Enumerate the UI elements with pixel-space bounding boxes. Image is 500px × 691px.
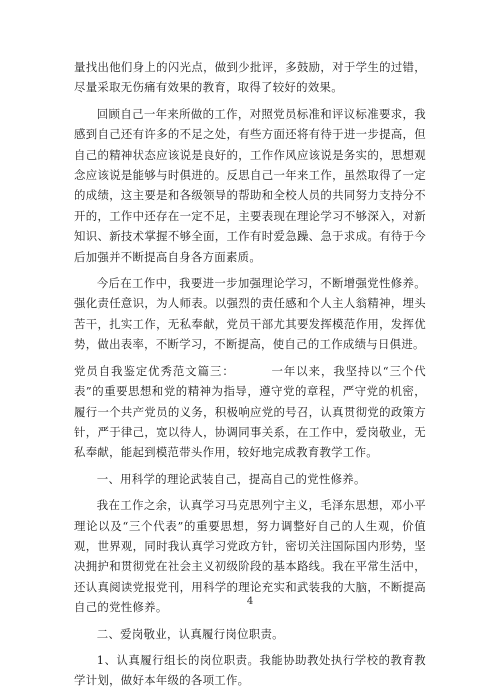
paragraph-4: 党员自我鉴定优秀范文篇三： 一年以来，我坚持以“三个代表”的重要思想和党的精神为指导，遵守党的章程，严守党的机密，履行一个共产党员的义务，积极响应党的号召，认真贯彻党的政策方针，严于律己，宽以待人，协调同事关系，在工作中，爱岗敬业，无私奉献，能起到模范带头作用，较好地完成教育教学工作。	[74, 363, 426, 460]
paragraph-2: 回顾自己一年来所做的工作，对照党员标准和评议标准要求，我感到自己还有许多的不足之处，有些方面还将有待于进一步提高，但自己的精神状态应该说是良好的，工作作风应该说是务实的，思想观念应该说是能够与时俱进的。反思自己一年来工作，虽然取得了一定的成绩，这主要是和各级领导的帮助和全校人员的共同努力支持分不开的，工作中还存在一定不足，主要表现在理论学习不够深入，对新知识、新技术掌握不够全面，工作有时爱急躁、急于求成。有待于今后加强并不断提高自身各方面素质。	[74, 106, 426, 264]
page-number: 4	[246, 596, 254, 607]
paragraph-6: 1、认真履行组长的岗位职责。我能协助教处执行学校的教育教学计划，做好本年级的各项工作。	[74, 652, 426, 688]
section-heading-2: 二、爱岗敬业，认真履行岗位职责。	[96, 626, 284, 641]
paragraph-5: 我在工作之余，认真学习马克思列宁主义，毛泽东思想，邓小平理论以及“三个代表”的重要思想，努力调整好自己的人生观，价值观，世界观，同时我认真学习党政方针，密切关注国际国内形势，坚决拥护和贯彻党在社会主义初级阶段的基本路线。我在平常生活中，还认真阅读党报党刊，用科学的理论充实和武装我的大脑，不断提高自己的党性修养。	[74, 498, 426, 615]
paragraph-3: 今后在工作中，我要进一步加强理论学习，不断增强党性修养。强化责任意识，为人师表。以强烈的责任感和个人主人翁精神，埋头苦干，扎实工作，无私奉献，党员干部尤其要发挥模范作用，发挥优势，做出表率，不断学习，不断提高，使自己的工作成绩与日俱进。	[74, 276, 426, 352]
paragraph-1: 量找出他们身上的闪光点，做到少批评，多鼓励，对于学生的过错，尽量采取无伤痛有效果的教育，取得了较好的效果。	[74, 60, 426, 95]
section-heading-1: 一、用科学的理论武装自己，提高自己的党性修养。	[96, 471, 366, 486]
